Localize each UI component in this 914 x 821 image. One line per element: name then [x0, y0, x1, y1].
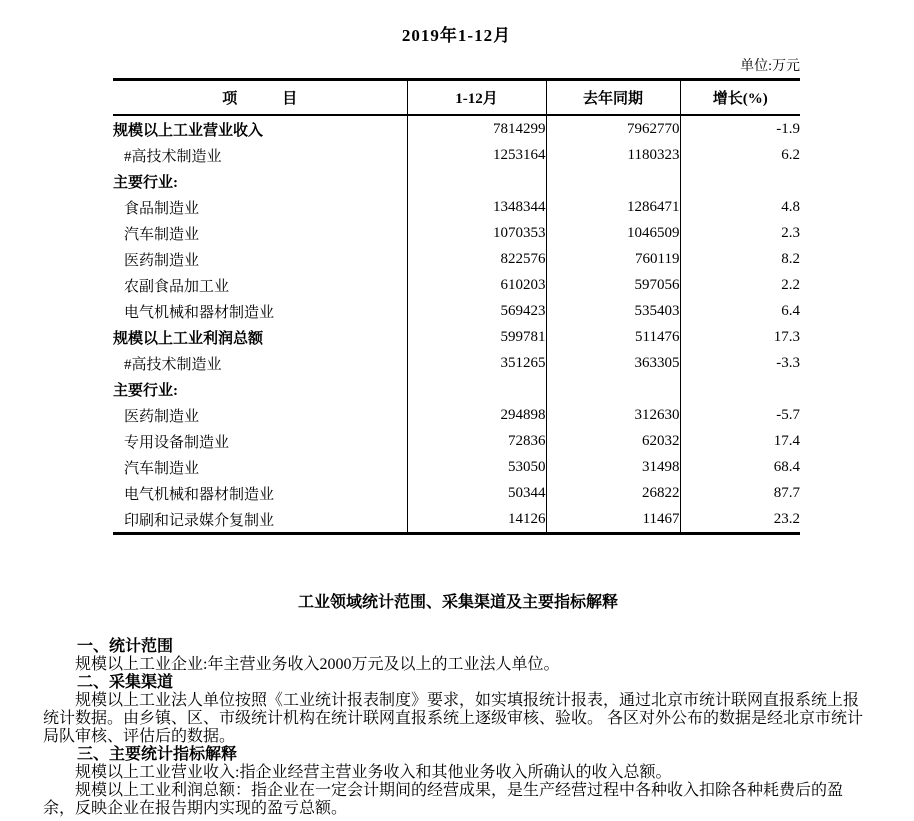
row-lastyear-value	[546, 168, 680, 194]
row-label: #高技术制造业	[124, 356, 222, 373]
row-current-value: 7814299	[407, 115, 546, 142]
row-label: #高技术制造业	[124, 148, 222, 165]
row-label: 医药制造业	[124, 252, 200, 269]
row-growth-value: 2.2	[680, 272, 800, 298]
row-current-value: 50344	[407, 480, 546, 506]
row-lastyear-value	[546, 376, 680, 402]
table-row	[113, 272, 800, 298]
note-section-title: 一、统计范围	[77, 638, 174, 655]
row-current-value: 599781	[407, 324, 546, 350]
stats-table	[113, 78, 800, 535]
row-current-value: 1348344	[407, 194, 546, 220]
row-current-value	[407, 168, 546, 194]
row-growth-value: -5.7	[680, 402, 800, 428]
row-lastyear-value: 511476	[546, 324, 680, 350]
row-current-value: 610203	[407, 272, 546, 298]
note-paragraph: 规模以上工业营业收入:指企业经营主营业务收入和其他业务收入所确认的收入总额。	[75, 764, 672, 781]
row-lastyear-value: 1046509	[546, 220, 680, 246]
row-growth-value: 17.3	[680, 324, 800, 350]
row-growth-value: 6.2	[680, 142, 800, 168]
col-header-current: 1-12月	[407, 80, 546, 116]
row-label: 农副食品加工业	[124, 278, 230, 295]
row-lastyear-value: 1286471	[546, 194, 680, 220]
row-growth-value: 6.4	[680, 298, 800, 324]
row-label: 印刷和记录媒介复制业	[124, 512, 275, 529]
row-lastyear-value: 1180323	[546, 142, 680, 168]
row-label: 主要行业:	[113, 382, 178, 399]
table-body	[113, 115, 800, 534]
row-current-value: 294898	[407, 402, 546, 428]
row-growth-value: 23.2	[680, 506, 800, 534]
note-section-title: 三、主要统计指标解释	[77, 746, 238, 763]
table-row	[113, 220, 800, 246]
note-paragraph: 规模以上工业利润总额：指企业在一定会计期间的经营成果，是生产经营过程中各种收入扣除各种耗费后的盈余，反映企业在报告期内实现的盈亏总额。	[43, 782, 844, 817]
row-growth-value: 87.7	[680, 480, 800, 506]
row-label: 电气机械和器材制造业	[124, 304, 275, 321]
row-growth-value: -3.3	[680, 350, 800, 376]
table-row	[113, 298, 800, 324]
row-growth-value: -1.9	[680, 115, 800, 142]
row-lastyear-value: 26822	[546, 480, 680, 506]
row-current-value: 14126	[407, 506, 546, 534]
row-label: 汽车制造业	[124, 226, 200, 243]
col-header-item: 项 目	[113, 80, 407, 116]
row-lastyear-value: 62032	[546, 428, 680, 454]
unit-label: 单位:万元	[740, 59, 800, 74]
table-row	[113, 454, 800, 480]
row-current-value	[407, 376, 546, 402]
row-lastyear-value: 312630	[546, 402, 680, 428]
table-row	[113, 168, 800, 194]
row-current-value: 1253164	[407, 142, 546, 168]
row-label: 电气机械和器材制造业	[124, 486, 275, 503]
row-lastyear-value: 7962770	[546, 115, 680, 142]
row-current-value: 569423	[407, 298, 546, 324]
row-label: 规模以上工业营业收入	[113, 122, 264, 139]
notes-heading: 工业领域统计范围、采集渠道及主要指标解释	[297, 594, 618, 611]
table-row	[113, 376, 800, 402]
row-label: 汽车制造业	[124, 460, 200, 477]
row-lastyear-value: 31498	[546, 454, 680, 480]
row-label: 医药制造业	[124, 408, 200, 425]
table-row	[113, 350, 800, 376]
col-header-lastyear: 去年同期	[546, 80, 680, 116]
row-growth-value: 68.4	[680, 454, 800, 480]
report-content	[113, 0, 800, 535]
note-paragraph: 规模以上工业法人单位按照《工业统计报表制度》要求，如实填报统计报表，通过北京市统计联网直报系统上报统计数据。由乡镇、区、市级统计机构在统计联网直报系统上逐级审核、验收。 各区对外公布的数据是经北京市统计局队审核、评估后的数据。	[43, 692, 864, 745]
row-lastyear-value: 535403	[546, 298, 680, 324]
notes-body	[43, 638, 873, 818]
note-section-title: 二、采集渠道	[77, 674, 174, 691]
table-header-row	[113, 80, 800, 116]
row-label: 专用设备制造业	[124, 434, 230, 451]
row-label: 规模以上工业利润总额	[113, 330, 264, 347]
table-header	[113, 80, 800, 116]
row-growth-value: 4.8	[680, 194, 800, 220]
row-growth-value: 8.2	[680, 246, 800, 272]
row-current-value: 72836	[407, 428, 546, 454]
table-row	[113, 324, 800, 350]
report-title: 2019年1-12月	[401, 26, 512, 45]
row-label: 主要行业:	[113, 174, 178, 191]
table-row	[113, 142, 800, 168]
col-header-growth: 增长(%)	[680, 80, 800, 116]
table-row	[113, 506, 800, 534]
note-paragraph: 规模以上工业企业:年主营业务收入2000万元及以上的工业法人单位。	[75, 656, 560, 673]
row-growth-value	[680, 376, 800, 402]
row-lastyear-value: 363305	[546, 350, 680, 376]
row-lastyear-value: 760119	[546, 246, 680, 272]
row-current-value: 351265	[407, 350, 546, 376]
row-growth-value	[680, 168, 800, 194]
row-current-value: 53050	[407, 454, 546, 480]
table-row	[113, 480, 800, 506]
row-growth-value: 17.4	[680, 428, 800, 454]
table-row	[113, 194, 800, 220]
notes-section	[43, 589, 873, 818]
table-row	[113, 246, 800, 272]
row-growth-value: 2.3	[680, 220, 800, 246]
table-row	[113, 115, 800, 142]
row-current-value: 822576	[407, 246, 546, 272]
row-lastyear-value: 11467	[546, 506, 680, 534]
row-lastyear-value: 597056	[546, 272, 680, 298]
table-row	[113, 402, 800, 428]
table-row	[113, 428, 800, 454]
row-current-value: 1070353	[407, 220, 546, 246]
row-label: 食品制造业	[124, 200, 200, 217]
